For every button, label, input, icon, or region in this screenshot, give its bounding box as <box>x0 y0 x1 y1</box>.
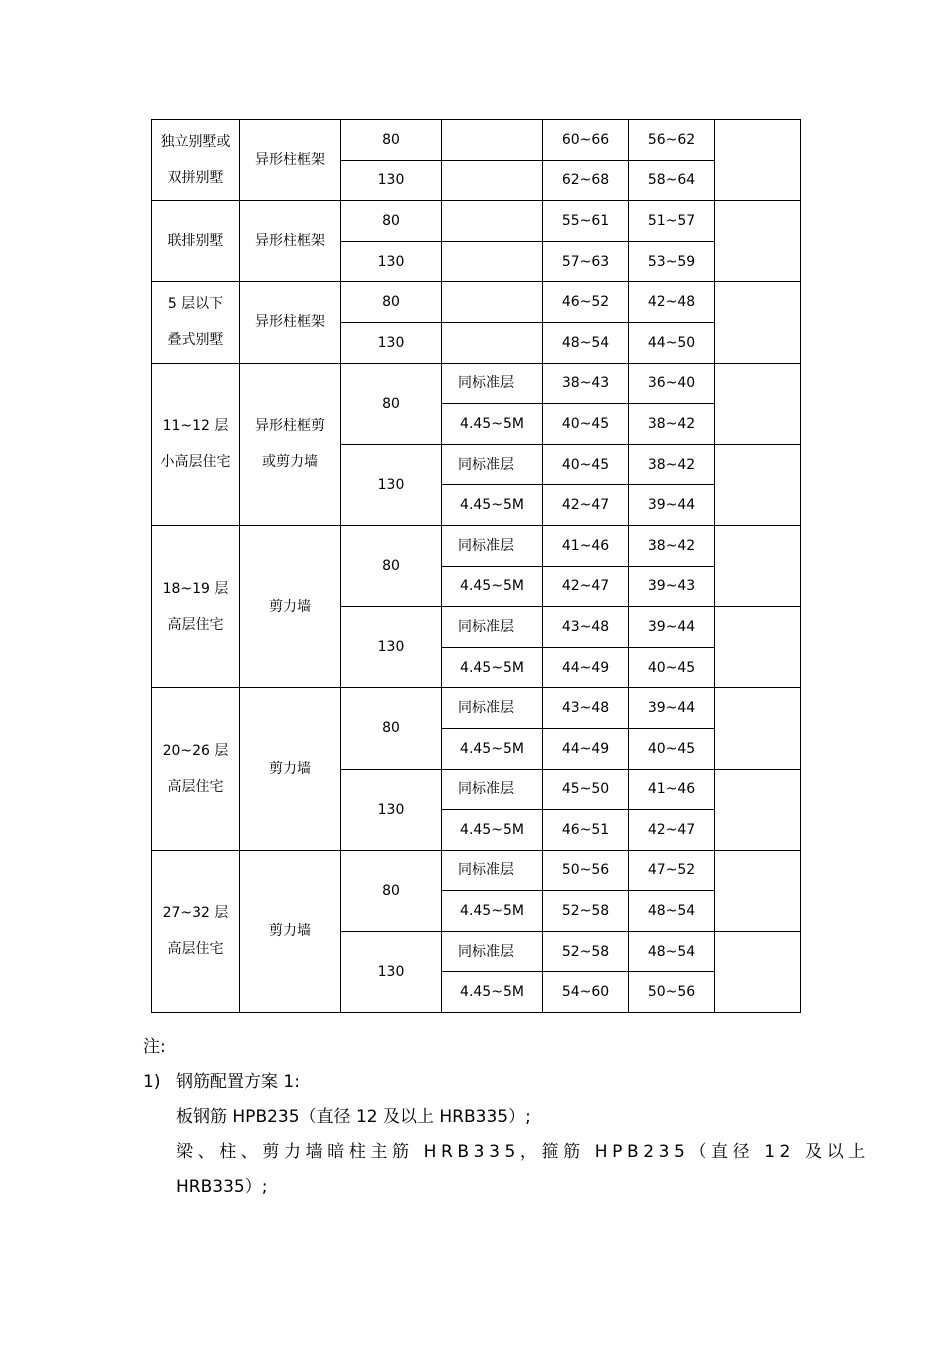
floor-height-cell: 同标准层 <box>442 931 543 972</box>
thickness-cell: 130 <box>341 931 442 1012</box>
range-b-cell: 48~54 <box>629 931 715 972</box>
structure-type-cell <box>240 201 341 282</box>
range-a-cell: 52~58 <box>543 931 629 972</box>
range-a-cell: 40~45 <box>543 404 629 445</box>
range-b-cell: 39~44 <box>629 607 715 648</box>
reinforcement-table <box>151 119 801 1013</box>
range-a-cell: 44~49 <box>543 728 629 769</box>
structure-type-line: 异形柱框剪 <box>255 418 325 435</box>
range-a-cell: 42~47 <box>543 485 629 526</box>
range-b-cell: 41~46 <box>629 769 715 810</box>
range-b-cell: 36~40 <box>629 363 715 404</box>
floor-height-cell <box>442 282 543 323</box>
table-row <box>152 688 801 729</box>
range-a-cell: 62~68 <box>543 160 629 201</box>
table-row <box>152 282 801 323</box>
building-type-cell <box>152 120 240 201</box>
building-type-line: 20~26 层 <box>162 743 229 759</box>
thickness-cell: 130 <box>341 160 442 201</box>
remark-cell <box>715 444 801 525</box>
remark-cell <box>715 931 801 1012</box>
note-item-1-title: 钢筋配置方案 1: <box>176 1072 300 1092</box>
remark-cell <box>715 201 801 282</box>
building-type-line: 5 层以下 <box>167 296 224 313</box>
structure-type-cell <box>240 282 341 363</box>
note-line-1: 板钢筋 HPB235（直径 12 及以上 HRB335）; <box>176 1107 531 1127</box>
structure-type-line: 异形柱框架 <box>255 314 325 331</box>
range-a-cell: 60~66 <box>543 120 629 161</box>
range-a-cell: 42~47 <box>543 566 629 607</box>
floor-height-cell <box>442 160 543 201</box>
building-type-cell <box>152 282 240 363</box>
structure-type-line: 异形柱框架 <box>255 233 325 250</box>
range-b-cell: 48~54 <box>629 891 715 932</box>
note-item-1 <box>143 1065 813 1100</box>
building-type-line: 18~19 层 <box>162 580 229 597</box>
structure-type-line: 剪力墙 <box>269 923 311 940</box>
range-b-cell: 39~44 <box>629 485 715 526</box>
floor-height-cell: 同标准层 <box>442 363 543 404</box>
structure-type-line: 异形柱框架 <box>255 152 325 169</box>
range-b-cell: 47~52 <box>629 850 715 891</box>
notes-section <box>143 1030 870 1205</box>
table-row <box>152 525 801 566</box>
building-type-cell <box>152 688 240 850</box>
floor-height-cell: 4.45~5M <box>442 647 543 688</box>
range-b-cell: 44~50 <box>629 322 715 363</box>
remark-cell <box>715 607 801 688</box>
structure-type-cell <box>240 688 341 850</box>
range-a-cell: 38~43 <box>543 363 629 404</box>
range-b-cell: 42~47 <box>629 810 715 851</box>
range-b-cell: 40~45 <box>629 647 715 688</box>
range-a-cell: 50~56 <box>543 850 629 891</box>
range-a-cell: 52~58 <box>543 891 629 932</box>
floor-height-cell <box>442 201 543 242</box>
remark-cell <box>715 769 801 850</box>
floor-height-cell <box>442 120 543 161</box>
structure-type-cell <box>240 525 341 687</box>
thickness-cell: 130 <box>341 241 442 282</box>
thickness-cell: 80 <box>341 282 442 323</box>
floor-height-cell: 4.45~5M <box>442 485 543 526</box>
thickness-cell: 80 <box>341 201 442 242</box>
floor-height-cell: 4.45~5M <box>442 728 543 769</box>
range-b-cell: 51~57 <box>629 201 715 242</box>
building-type-line: 叠式别墅 <box>167 332 224 349</box>
thickness-cell: 80 <box>341 850 442 931</box>
range-b-cell: 38~42 <box>629 404 715 445</box>
building-type-line: 高层住宅 <box>167 616 224 633</box>
building-type-line: 小高层住宅 <box>160 454 231 471</box>
range-a-cell: 46~52 <box>543 282 629 323</box>
note-line-3: HRB335）; <box>176 1177 268 1197</box>
range-b-cell: 39~44 <box>629 688 715 729</box>
floor-height-cell: 4.45~5M <box>442 566 543 607</box>
structure-type-line: 剪力墙 <box>269 761 311 777</box>
thickness-cell: 80 <box>341 688 442 769</box>
thickness-cell: 130 <box>341 607 442 688</box>
range-b-cell: 38~42 <box>629 525 715 566</box>
structure-type-cell <box>240 363 341 525</box>
thickness-cell: 130 <box>341 769 442 850</box>
remark-cell <box>715 120 801 201</box>
structure-type-line: 或剪力墙 <box>262 454 318 471</box>
range-b-cell: 50~56 <box>629 972 715 1013</box>
floor-height-cell: 同标准层 <box>442 444 543 485</box>
range-b-cell: 39~43 <box>629 566 715 607</box>
range-b-cell: 38~42 <box>629 444 715 485</box>
floor-height-cell: 4.45~5M <box>442 891 543 932</box>
range-a-cell: 43~48 <box>543 688 629 729</box>
table-row <box>152 363 801 404</box>
building-type-cell <box>152 363 240 525</box>
building-type-line: 联排别墅 <box>167 233 224 250</box>
note-item-1-number: 1) <box>143 1072 161 1092</box>
floor-height-cell: 同标准层 <box>442 607 543 648</box>
thickness-cell: 80 <box>341 525 442 606</box>
remark-cell <box>715 688 801 769</box>
remark-cell <box>715 850 801 931</box>
building-type-line: 独立别墅或 <box>160 134 231 151</box>
table-row <box>152 850 801 891</box>
thickness-cell: 80 <box>341 120 442 161</box>
building-type-cell <box>152 525 240 687</box>
thickness-cell: 130 <box>341 322 442 363</box>
range-a-cell: 48~54 <box>543 322 629 363</box>
note-line-2: 梁、柱、剪力墙暗柱主筋 HRB335，箍筋 HPB235（直径 12 及以上 <box>176 1142 870 1162</box>
range-a-cell: 55~61 <box>543 201 629 242</box>
range-b-cell: 42~48 <box>629 282 715 323</box>
floor-height-cell <box>442 322 543 363</box>
range-b-cell: 58~64 <box>629 160 715 201</box>
remark-cell <box>715 282 801 363</box>
structure-type-line: 剪力墙 <box>269 598 311 615</box>
building-type-line: 双拼别墅 <box>167 170 224 187</box>
remark-cell <box>715 363 801 444</box>
floor-height-cell: 同标准层 <box>442 769 543 810</box>
range-a-cell: 54~60 <box>543 972 629 1013</box>
building-type-line: 27~32 层 <box>162 905 229 922</box>
table-body <box>152 120 801 1013</box>
table-row <box>152 120 801 161</box>
building-type-cell <box>152 201 240 282</box>
floor-height-cell: 同标准层 <box>442 688 543 729</box>
table-row <box>152 201 801 242</box>
structure-type-cell <box>240 850 341 1012</box>
range-b-cell: 53~59 <box>629 241 715 282</box>
notes-heading: 注: <box>143 1037 166 1057</box>
range-a-cell: 57~63 <box>543 241 629 282</box>
floor-height-cell <box>442 241 543 282</box>
remark-cell <box>715 525 801 606</box>
range-a-cell: 44~49 <box>543 647 629 688</box>
range-a-cell: 41~46 <box>543 525 629 566</box>
thickness-cell: 80 <box>341 363 442 444</box>
floor-height-cell: 同标准层 <box>442 525 543 566</box>
range-b-cell: 40~45 <box>629 728 715 769</box>
floor-height-cell: 4.45~5M <box>442 810 543 851</box>
building-type-line: 高层住宅 <box>167 941 224 958</box>
range-b-cell: 56~62 <box>629 120 715 161</box>
floor-height-cell: 4.45~5M <box>442 972 543 1013</box>
thickness-cell: 130 <box>341 444 442 525</box>
floor-height-cell: 同标准层 <box>442 850 543 891</box>
range-a-cell: 46~51 <box>543 810 629 851</box>
range-a-cell: 45~50 <box>543 769 629 810</box>
range-a-cell: 40~45 <box>543 444 629 485</box>
building-type-cell <box>152 850 240 1012</box>
floor-height-cell: 4.45~5M <box>442 404 543 445</box>
structure-type-cell <box>240 120 341 201</box>
building-type-line: 11~12 层 <box>162 418 229 435</box>
building-type-line: 高层住宅 <box>167 779 224 795</box>
range-a-cell: 43~48 <box>543 607 629 648</box>
